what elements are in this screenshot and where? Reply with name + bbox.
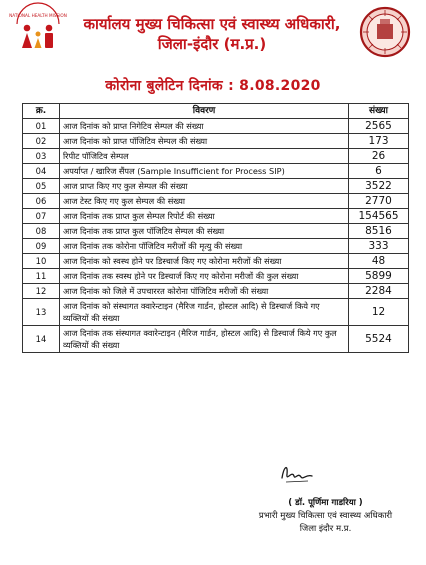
bulletin-title: कोरोना बुलेटिन दिनांक : 8.08.2020 [105,78,321,94]
table-row [23,224,409,239]
signatory-designation: प्रभारी मुख्य चिकित्सा एवं स्वास्थ्य अधिकारी [258,511,393,521]
column-header-count: संख्या [349,104,409,119]
row-description: आज टेस्ट किए गए कुल सेम्पल की संख्या [60,194,349,209]
table-row [23,179,409,194]
row-sno: 10 [23,254,60,269]
office-title [62,14,362,54]
row-count: 6 [349,164,409,179]
row-count: 5899 [349,269,409,284]
row-count: 3522 [349,179,409,194]
row-sno: 03 [23,149,60,164]
signatory-name: ( डॉ. पूर्णिमा गाडरिया ) [288,498,363,508]
logo-caption: NATIONAL HEALTH MISSION [9,13,67,18]
table-row [23,194,409,209]
row-count: 8516 [349,224,409,239]
table-row [23,284,409,299]
column-header-description: विवरण [60,104,349,119]
column-header-sno: क्र. [23,104,60,119]
row-count: 2565 [349,119,409,134]
row-count: 48 [349,254,409,269]
row-description: आज दिनांक तक प्राप्त कुल पॉजिटिव सेम्पल की संख्या [60,224,349,239]
table-row [23,326,409,353]
row-count: 154565 [349,209,409,224]
row-sno: 01 [23,119,60,134]
signatory-block [238,497,413,536]
row-count: 2284 [349,284,409,299]
row-sno: 04 [23,164,60,179]
row-description: रिपीट पॉजिटिव सेम्पल [60,149,349,164]
row-sno: 02 [23,134,60,149]
row-count: 2770 [349,194,409,209]
table-row [23,149,409,164]
table-row [23,254,409,269]
table-row [23,299,409,326]
row-description: आज दिनांक तक स्वस्थ होने पर डिस्चार्ज किए गए कोरोना मरीजों की कुल संख्या [60,269,349,284]
row-sno: 12 [23,284,60,299]
row-count: 333 [349,239,409,254]
table-row [23,119,409,134]
madhya-pradesh-emblem-icon [357,6,413,58]
row-sno: 14 [23,326,60,353]
row-count: 5524 [349,326,409,353]
table-header-row [23,104,409,119]
row-sno: 13 [23,299,60,326]
row-sno: 05 [23,179,60,194]
office-title-line1: कार्यालय मुख्य चिकित्सा एवं स्वास्थ्य अधिकारी, [83,15,341,33]
row-sno: 09 [23,239,60,254]
table-row [23,239,409,254]
row-description: आज दिनांक तक प्राप्त कुल सेम्पल रिपोर्ट की संख्या [60,209,349,224]
signatory-office: जिला इंदौर म.प्र. [299,524,352,534]
national-health-mission-logo [9,8,67,56]
row-description: आज दिनांक को प्राप्त निगेटिव सेम्पल की संख्या [60,119,349,134]
row-sno: 07 [23,209,60,224]
office-title-line2: जिला-इंदौर (म.प्र.) [157,35,267,53]
bulletin-table [22,103,409,353]
signature-icon [278,458,318,488]
table-row [23,164,409,179]
row-description: आज दिनांक को जिले में उपचाररत कोरोना पॉजिटिव मरीजों की संख्या [60,284,349,299]
row-count: 12 [349,299,409,326]
row-count: 26 [349,149,409,164]
row-sno: 06 [23,194,60,209]
row-description: आज प्राप्त किए गए कुल सेम्पल की संख्या [60,179,349,194]
row-sno: 08 [23,224,60,239]
row-description: आज दिनांक को संस्थागत क्वारेन्टाइन (मैरिज गार्डन, होस्टल आदि) से डिस्चार्ज किये गए व्यक्तियों की संख्या [60,299,349,326]
row-description: आज दिनांक को स्वस्थ होने पर डिस्चार्ज किए गए कोरोना मरीजों की संख्या [60,254,349,269]
row-description: आज दिनांक तक कोरोना पॉजिटिव मरीजों की मृत्यु की संख्या [60,239,349,254]
row-sno: 11 [23,269,60,284]
table-row [23,269,409,284]
row-description: अपर्याप्त / खारिज सैंपल (Sample Insufficient for Process SIP) [60,164,349,179]
table-row [23,209,409,224]
table-row [23,134,409,149]
row-description: आज दिनांक तक संस्थागत क्वारेन्टाइन (मैरिज गार्डन, होस्टल आदि) से डिस्चार्ज किये गए कुल व्यक्तियों की संख्या [60,326,349,353]
row-description: आज दिनांक को प्राप्त पॉजिटिव सेम्पल की संख्या [60,134,349,149]
row-count: 173 [349,134,409,149]
national-health-mission-family-icon [22,25,53,48]
